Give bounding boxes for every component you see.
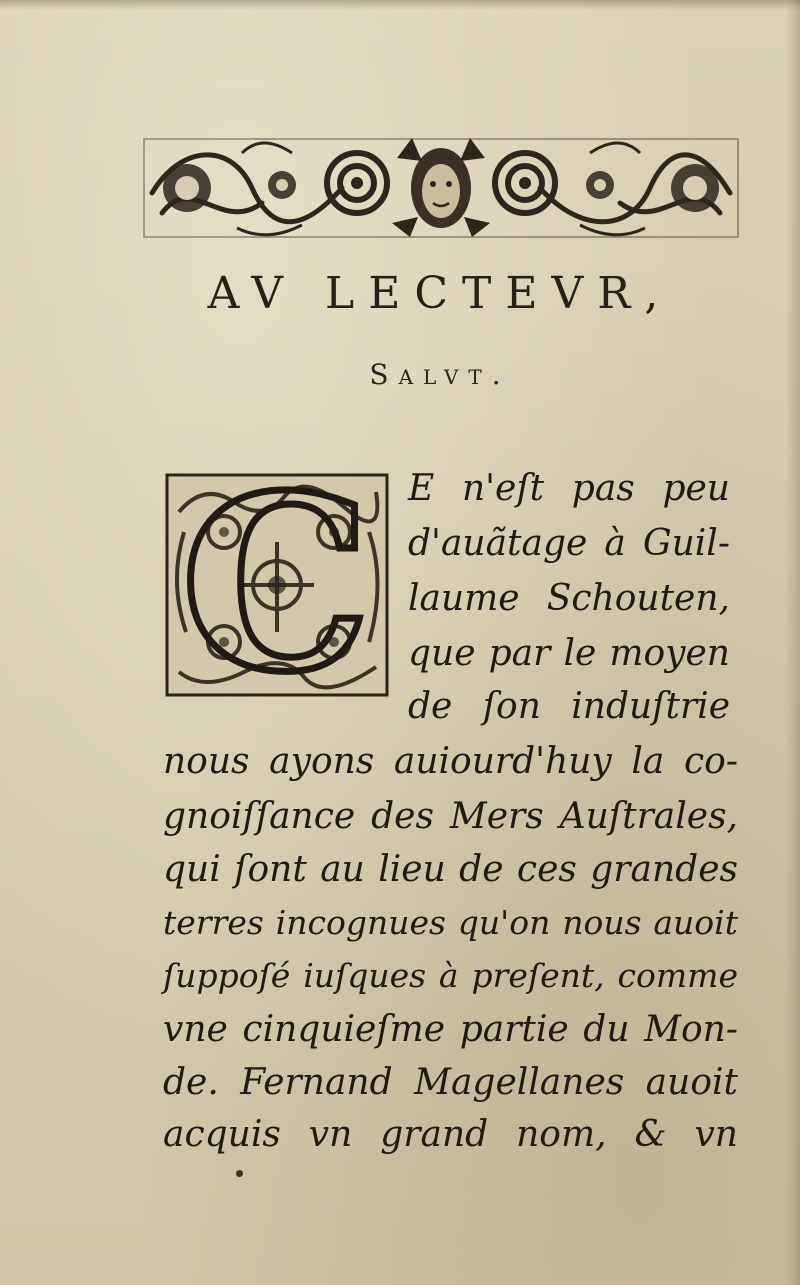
text-line-8: qui ſont au lieu de ces grandes	[163, 849, 738, 890]
text-line-5: de ſon induſtrie	[408, 686, 730, 727]
text-line-9: terres incognues qu'on nous auoit	[163, 903, 738, 942]
drop-cap-letter: C	[180, 472, 372, 698]
text-line-4: que par le moyen	[408, 633, 730, 674]
text-line-2: d'auãtage à Guil-	[408, 523, 730, 564]
page-top-shadow	[0, 0, 800, 10]
text-line-10: ſuppoſé iuſques à preſent, comme	[163, 956, 738, 995]
page-right-shadow	[786, 0, 800, 1285]
ink-spot	[236, 1170, 243, 1177]
headpiece-ornament	[142, 133, 740, 243]
text-line-7: gnoiſſance des Mers Auſtrales,	[163, 796, 738, 837]
text-line-12: de. Fernand Magellanes auoit	[163, 1062, 738, 1103]
salutation: Salvt.	[369, 358, 511, 391]
drop-cap-ornament	[164, 472, 390, 698]
text-line-3: laume Schouten,	[408, 578, 730, 619]
text-line-1: E n'eſt pas peu	[408, 468, 730, 509]
text-line-6: nous ayons auiourd'huy la co-	[163, 741, 738, 782]
text-line-13: acquis vn grand nom, & vn	[163, 1114, 738, 1155]
text-line-11: vne cinquieſme partie du Mon-	[163, 1009, 738, 1050]
page-heading: AV LECTEVR,	[207, 268, 673, 319]
